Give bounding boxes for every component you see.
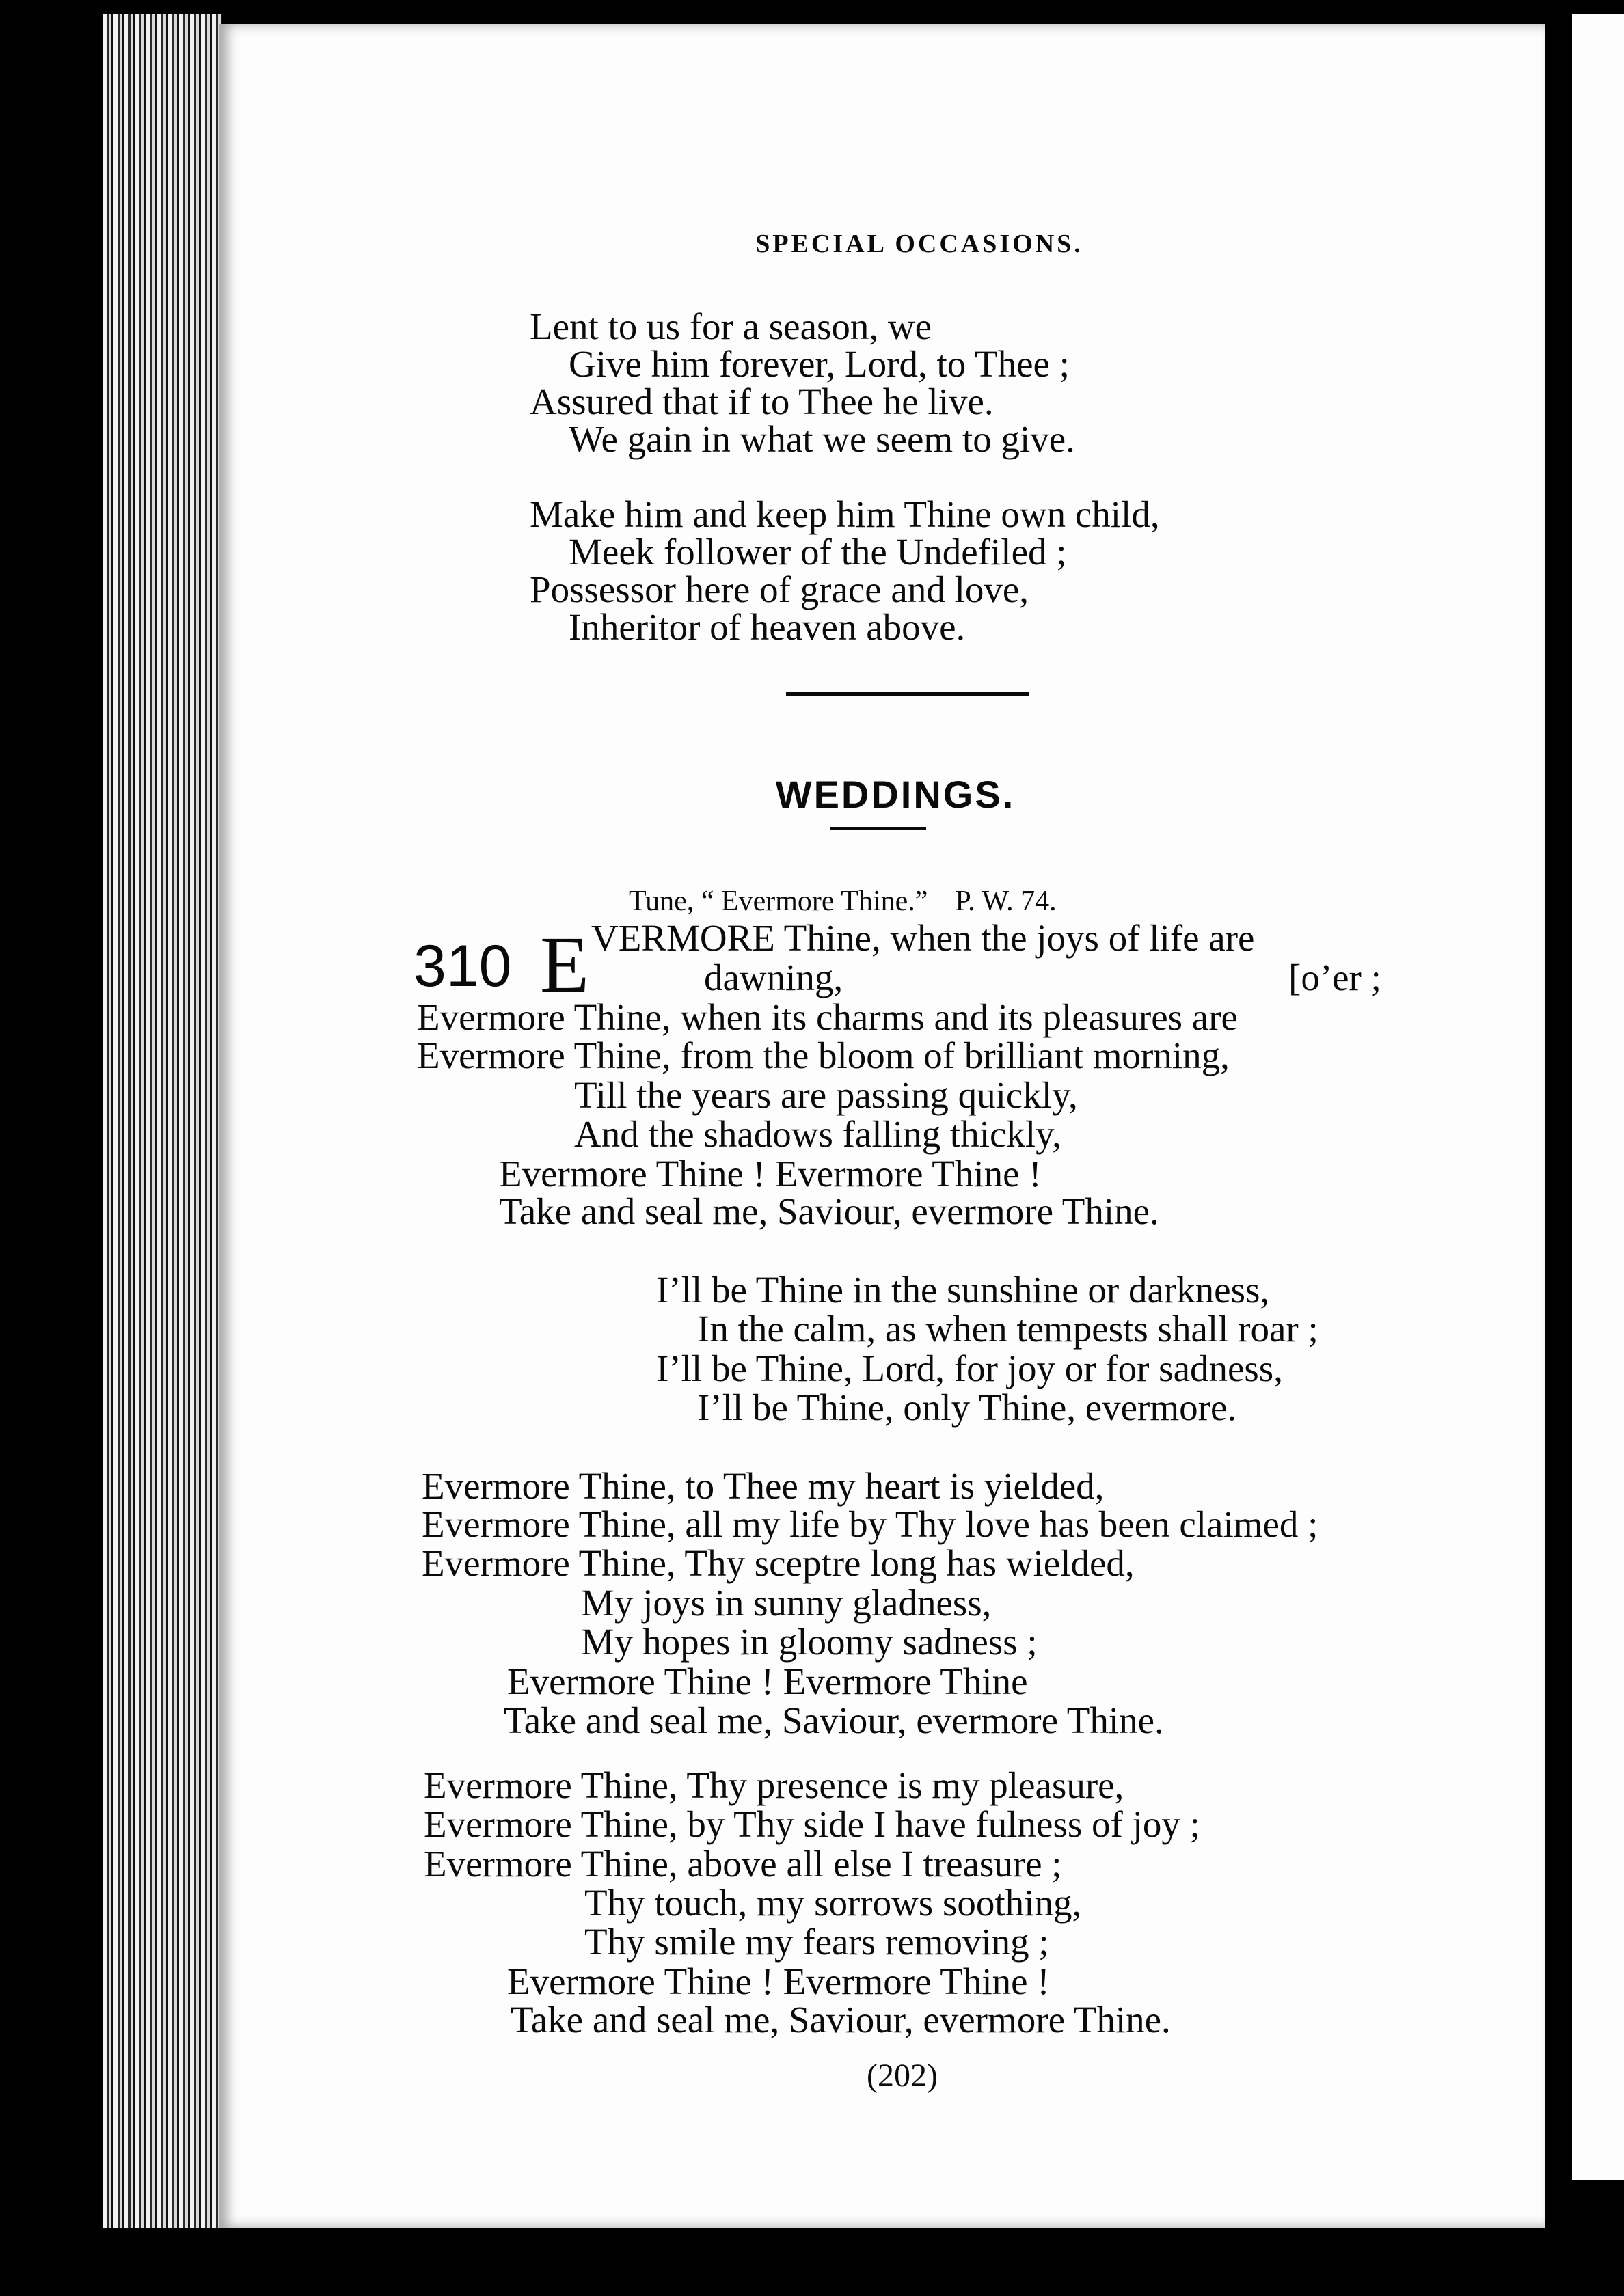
book-page bbox=[219, 24, 1545, 2228]
verse-line: Evermore Thine, from the bloom of brilliant morning, bbox=[417, 1035, 1230, 1076]
verse-line: Till the years are passing quickly, bbox=[574, 1074, 1078, 1116]
verse-line: Take and seal me, Saviour, evermore Thine. bbox=[499, 1190, 1159, 1232]
section-rule-bottom bbox=[830, 827, 926, 830]
verse-line: Possessor here of grace and love, bbox=[530, 569, 1029, 610]
verse-line: Evermore Thine, Thy sceptre long has wielded, bbox=[422, 1542, 1135, 1584]
verse-line: We gain in what we seem to give. bbox=[569, 418, 1075, 460]
verse-line: My joys in sunny gladness, bbox=[581, 1582, 992, 1624]
tune-reference: P. W. 74. bbox=[955, 886, 1057, 917]
facing-page-edge bbox=[1572, 14, 1624, 2180]
chorus-line: I’ll be Thine, only Thine, evermore. bbox=[697, 1386, 1237, 1428]
verse-line: Evermore Thine, to Thee my heart is yielded, bbox=[422, 1465, 1105, 1507]
verse-line: Evermore Thine, when its charms and its pleasures are bbox=[417, 996, 1238, 1038]
verse-line: Evermore Thine ! Evermore Thine ! bbox=[499, 1153, 1042, 1194]
verse-line-overflow: [o’er ; bbox=[1288, 957, 1381, 998]
verse-line: Evermore Thine, all my life by Thy love has been claimed ; bbox=[422, 1503, 1318, 1545]
verse-line: Thy smile my fears removing ; bbox=[584, 1921, 1049, 1963]
verse-line: Evermore Thine ! Evermore Thine bbox=[507, 1660, 1028, 1702]
verse-line: Evermore Thine, Thy presence is my pleasure, bbox=[424, 1764, 1124, 1806]
section-title: WEDDINGS. bbox=[775, 773, 1016, 816]
verse-line: Make him and keep him Thine own child, bbox=[530, 493, 1160, 535]
chorus-line: I’ll be Thine, Lord, for joy or for sadness, bbox=[656, 1348, 1283, 1389]
verse-line: dawning, bbox=[704, 957, 843, 998]
verse-line: Take and seal me, Saviour, evermore Thine. bbox=[504, 1699, 1164, 1741]
verse-line: Evermore Thine ! Evermore Thine ! bbox=[507, 1960, 1050, 2002]
page-edges bbox=[103, 14, 222, 2228]
chorus-line: I’ll be Thine in the sunshine or darkness, bbox=[656, 1269, 1270, 1311]
section-rule-top bbox=[786, 692, 1029, 696]
drop-cap: E bbox=[540, 920, 590, 1009]
verse-line: Evermore Thine, by Thy side I have fulness of joy ; bbox=[424, 1803, 1200, 1845]
verse-line: And the shadows falling thickly, bbox=[574, 1113, 1061, 1155]
verse-line: My hopes in gloomy sadness ; bbox=[581, 1621, 1038, 1663]
tune-line bbox=[629, 885, 1057, 918]
verse-line: Meek follower of the Undefiled ; bbox=[569, 531, 1067, 573]
verse-line: VERMORE Thine, when the joys of life are bbox=[591, 917, 1255, 959]
verse-line: Give him forever, Lord, to Thee ; bbox=[569, 343, 1070, 385]
tune-name: Tune, “ Evermore Thine.” bbox=[629, 886, 928, 917]
running-head: SPECIAL OCCASIONS. bbox=[755, 230, 1083, 258]
verse-line: Assured that if to Thee he live. bbox=[530, 381, 994, 422]
verse-line: Thy touch, my sorrows soothing, bbox=[584, 1882, 1082, 1924]
verse-line: Inheritor of heaven above. bbox=[569, 606, 966, 648]
verse-line: Evermore Thine, above all else I treasure ; bbox=[424, 1843, 1062, 1885]
hymn-number: 310 bbox=[414, 933, 512, 999]
verse-line: Lent to us for a season, we bbox=[530, 305, 932, 347]
verse-line: Take and seal me, Saviour, evermore Thine. bbox=[511, 1999, 1171, 2040]
page-number: (202) bbox=[867, 2058, 938, 2094]
chorus-line: In the calm, as when tempests shall roar ; bbox=[697, 1308, 1318, 1350]
